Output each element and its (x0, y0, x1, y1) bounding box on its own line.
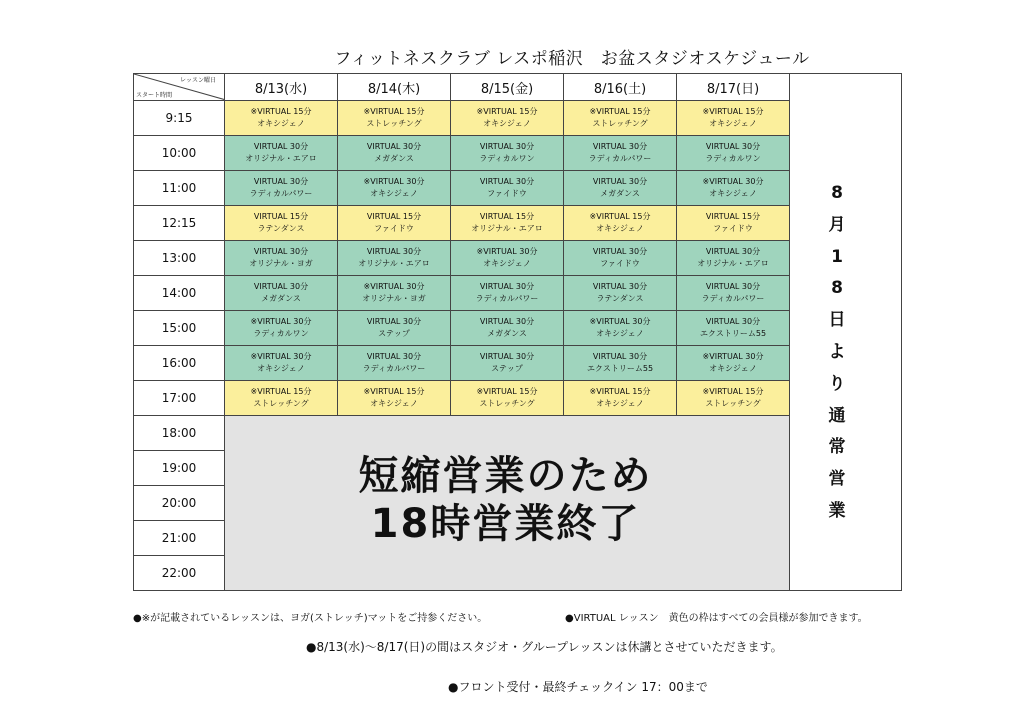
lesson-name: オキシジェノ (709, 364, 757, 373)
time-cell: 10:00 (134, 136, 225, 171)
lesson-name: ラディカルワン (479, 154, 535, 163)
lesson-name: オキシジェノ (257, 119, 305, 128)
table-row (134, 276, 902, 311)
time-cell: 9:15 (134, 101, 225, 136)
lesson-name: ラディカルパワー (701, 294, 765, 303)
lesson-name: メガダンス (487, 329, 527, 338)
lesson-cell (677, 241, 790, 276)
lesson-cell (677, 381, 790, 416)
lesson-cell (225, 346, 338, 381)
lesson-cell (225, 206, 338, 241)
lesson-cell (338, 101, 451, 136)
lesson-type: VIRTUAL 15分 (479, 212, 535, 221)
lesson-type: VIRTUAL 30分 (479, 142, 535, 151)
lesson-name: メガダンス (600, 189, 640, 198)
lesson-name: オリジナル・エアロ (245, 154, 317, 163)
lesson-cell (451, 346, 564, 381)
header-row (134, 74, 902, 101)
lesson-type: VIRTUAL 30分 (366, 317, 422, 326)
time-cell: 19:00 (134, 451, 225, 486)
time-cell: 11:00 (134, 171, 225, 206)
lesson-cell (451, 101, 564, 136)
lesson-name: オリジナル・ヨガ (362, 294, 426, 303)
lesson-type: VIRTUAL 30分 (479, 177, 535, 186)
lesson-cell (451, 136, 564, 171)
lesson-name: ラディカルワン (705, 154, 761, 163)
table-row (134, 346, 902, 381)
corner-header (134, 74, 225, 101)
time-cell: 16:00 (134, 346, 225, 381)
note-virtual: ●VIRTUAL レッスン 黄色の枠はすべての会員様が参加できます。 (565, 613, 868, 624)
lesson-cell (451, 171, 564, 206)
lesson-type: VIRTUAL 15分 (705, 212, 761, 221)
lesson-name: ストレッチング (253, 399, 309, 408)
day-header: 8/14(木) (338, 74, 451, 101)
lesson-type: VIRTUAL 30分 (705, 247, 761, 256)
note-mat: ●※が記載されているレッスンは、ヨガ(ストレッチ)マットをご持参ください。 (133, 613, 488, 624)
lesson-type: ※VIRTUAL 30分 (250, 317, 312, 326)
lesson-name: ステップ (378, 329, 410, 338)
lesson-cell (225, 311, 338, 346)
lesson-name: オキシジェノ (370, 189, 418, 198)
vertical-char: 8 (831, 183, 843, 203)
lesson-type: VIRTUAL 30分 (479, 317, 535, 326)
note-front-desk: ●フロント受付・最終チェックイン 17：00まで (448, 680, 708, 694)
lesson-type: ※VIRTUAL 15分 (363, 107, 425, 116)
table-row (134, 136, 902, 171)
day-header: 8/15(金) (451, 74, 564, 101)
lesson-type: ※VIRTUAL 15分 (250, 387, 312, 396)
lesson-cell (338, 206, 451, 241)
lesson-type: ※VIRTUAL 15分 (363, 387, 425, 396)
lesson-name: オリジナル・エアロ (697, 259, 769, 268)
lesson-type: VIRTUAL 30分 (705, 282, 761, 291)
vertical-char: 営 (828, 469, 846, 490)
lesson-cell (225, 171, 338, 206)
table-row (134, 101, 902, 136)
lesson-type: ※VIRTUAL 30分 (250, 352, 312, 361)
corner-day-label: レッスン曜日 (180, 77, 216, 84)
time-cell: 18:00 (134, 416, 225, 451)
vertical-char: 通 (828, 405, 846, 426)
time-cell: 13:00 (134, 241, 225, 276)
note-closed: ●8/13(水)～8/17(日)の間はスタジオ・グループレッスンは休講とさせていただきます。 (306, 640, 783, 654)
day-header: 8/13(水) (225, 74, 338, 101)
lesson-cell (225, 241, 338, 276)
lesson-type: ※VIRTUAL 15分 (702, 387, 764, 396)
closed-message (226, 452, 785, 548)
lesson-type: VIRTUAL 30分 (705, 142, 761, 151)
time-cell: 15:00 (134, 311, 225, 346)
table-row (134, 171, 902, 206)
lesson-type: ※VIRTUAL 15分 (476, 387, 538, 396)
table-row (134, 311, 902, 346)
lesson-name: ファイドウ (713, 224, 753, 233)
closed-message-line1: 短縮営業のため (358, 453, 653, 499)
lesson-type: VIRTUAL 30分 (253, 142, 309, 151)
lesson-cell (677, 136, 790, 171)
lesson-name: オキシジェノ (483, 119, 531, 128)
lesson-type: VIRTUAL 30分 (366, 247, 422, 256)
lesson-name: ラテンダンス (596, 294, 644, 303)
lesson-cell (225, 136, 338, 171)
lesson-cell (451, 276, 564, 311)
vertical-char: 業 (828, 500, 846, 521)
lesson-type: VIRTUAL 30分 (366, 352, 422, 361)
lesson-name: ファイドウ (600, 259, 640, 268)
lesson-name: ラディカルワン (253, 329, 309, 338)
table-row (134, 381, 902, 416)
lesson-name: ストレッチング (479, 399, 535, 408)
lesson-type: VIRTUAL 30分 (592, 282, 648, 291)
lesson-type: VIRTUAL 30分 (479, 352, 535, 361)
lesson-cell (564, 101, 677, 136)
lesson-type: VIRTUAL 30分 (592, 352, 648, 361)
lesson-cell (677, 311, 790, 346)
lesson-type: VIRTUAL 30分 (592, 142, 648, 151)
lesson-cell (338, 136, 451, 171)
lesson-name: ラテンダンス (257, 224, 305, 233)
lesson-name: メガダンス (261, 294, 301, 303)
lesson-name: ラディカルパワー (475, 294, 539, 303)
normal-hours-notice (800, 178, 874, 528)
lesson-type: ※VIRTUAL 15分 (589, 212, 651, 221)
lesson-name: オキシジェノ (596, 399, 644, 408)
lesson-cell (564, 346, 677, 381)
lesson-type: VIRTUAL 30分 (705, 317, 761, 326)
table-row (134, 416, 902, 451)
day-header: 8/17(日) (677, 74, 790, 101)
lesson-cell (225, 381, 338, 416)
lesson-cell (338, 171, 451, 206)
lesson-type: VIRTUAL 30分 (253, 177, 309, 186)
lesson-type: VIRTUAL 30分 (479, 282, 535, 291)
lesson-cell (451, 381, 564, 416)
vertical-char: 日 (828, 310, 846, 331)
vertical-char: よ (828, 341, 846, 362)
vertical-char: 月 (828, 214, 846, 235)
lesson-type: ※VIRTUAL 30分 (363, 282, 425, 291)
time-cell: 22:00 (134, 556, 225, 591)
lesson-name: オキシジェノ (370, 399, 418, 408)
vertical-char: 1 (831, 246, 843, 267)
lesson-cell (564, 381, 677, 416)
lesson-name: ファイドウ (374, 224, 414, 233)
lesson-cell (564, 136, 677, 171)
lesson-cell (564, 241, 677, 276)
lesson-name: メガダンス (374, 154, 414, 163)
table-row (134, 241, 902, 276)
lesson-cell (338, 241, 451, 276)
time-cell: 20:00 (134, 486, 225, 521)
lesson-cell (677, 276, 790, 311)
lesson-name: オリジナル・ヨガ (249, 259, 313, 268)
lesson-name: オリジナル・エアロ (471, 224, 543, 233)
lesson-name: オキシジェノ (709, 119, 757, 128)
vertical-char: 8 (831, 278, 843, 299)
lesson-cell (564, 206, 677, 241)
lesson-cell (225, 276, 338, 311)
lesson-name: オキシジェノ (596, 224, 644, 233)
lesson-cell (564, 171, 677, 206)
lesson-name: オキシジェノ (483, 259, 531, 268)
closed-message-line2: 18時営業終了 (370, 501, 641, 547)
lesson-type: ※VIRTUAL 15分 (250, 107, 312, 116)
vertical-char: り (828, 373, 846, 394)
time-cell: 21:00 (134, 521, 225, 556)
lesson-type: VIRTUAL 30分 (253, 247, 309, 256)
lesson-cell (338, 311, 451, 346)
lesson-type: ※VIRTUAL 30分 (702, 177, 764, 186)
lesson-type: ※VIRTUAL 15分 (476, 107, 538, 116)
lesson-name: オキシジェノ (596, 329, 644, 338)
lesson-cell (677, 346, 790, 381)
lesson-type: ※VIRTUAL 30分 (363, 177, 425, 186)
lesson-type: ※VIRTUAL 15分 (702, 107, 764, 116)
lesson-cell (451, 311, 564, 346)
lesson-type: VIRTUAL 15分 (366, 212, 422, 221)
lesson-name: ラディカルパワー (249, 189, 313, 198)
lesson-cell (451, 241, 564, 276)
lesson-name: ラディカルパワー (362, 364, 426, 373)
lesson-cell (451, 206, 564, 241)
lesson-cell (338, 346, 451, 381)
time-cell: 12:15 (134, 206, 225, 241)
lesson-type: ※VIRTUAL 30分 (702, 352, 764, 361)
lesson-name: オリジナル・エアロ (358, 259, 430, 268)
lesson-type: VIRTUAL 30分 (592, 247, 648, 256)
lesson-name: ステップ (491, 364, 523, 373)
lesson-type: ※VIRTUAL 15分 (589, 387, 651, 396)
lesson-name: ラディカルパワー (588, 154, 652, 163)
lesson-cell (338, 381, 451, 416)
lesson-type: ※VIRTUAL 30分 (589, 317, 651, 326)
lesson-name: ファイドウ (487, 189, 527, 198)
lesson-name: エクストリーム55 (586, 364, 654, 373)
lesson-name: ストレッチング (592, 119, 648, 128)
vertical-char: 常 (828, 437, 846, 458)
corner-time-label: スタート時間 (136, 92, 173, 99)
time-cell: 17:00 (134, 381, 225, 416)
lesson-type: VIRTUAL 30分 (253, 282, 309, 291)
lesson-name: エクストリーム55 (699, 329, 767, 338)
lesson-cell (677, 206, 790, 241)
lesson-name: ストレッチング (366, 119, 422, 128)
lesson-cell (225, 101, 338, 136)
page-title: フィットネスクラブ レスポ稲沢 お盆スタジオスケジュール (334, 49, 810, 69)
lesson-cell (564, 311, 677, 346)
lesson-type: VIRTUAL 30分 (366, 142, 422, 151)
time-cell: 14:00 (134, 276, 225, 311)
lesson-cell (677, 101, 790, 136)
lesson-cell (564, 276, 677, 311)
lesson-type: ※VIRTUAL 30分 (476, 247, 538, 256)
lesson-cell (677, 171, 790, 206)
day-header: 8/16(土) (564, 74, 677, 101)
lesson-name: オキシジェノ (257, 364, 305, 373)
lesson-name: オキシジェノ (709, 189, 757, 198)
lesson-type: VIRTUAL 15分 (253, 212, 309, 221)
lesson-name: ストレッチング (705, 399, 761, 408)
lesson-cell (338, 276, 451, 311)
lesson-type: ※VIRTUAL 15分 (589, 107, 651, 116)
lesson-type: VIRTUAL 30分 (592, 177, 648, 186)
table-row (134, 206, 902, 241)
